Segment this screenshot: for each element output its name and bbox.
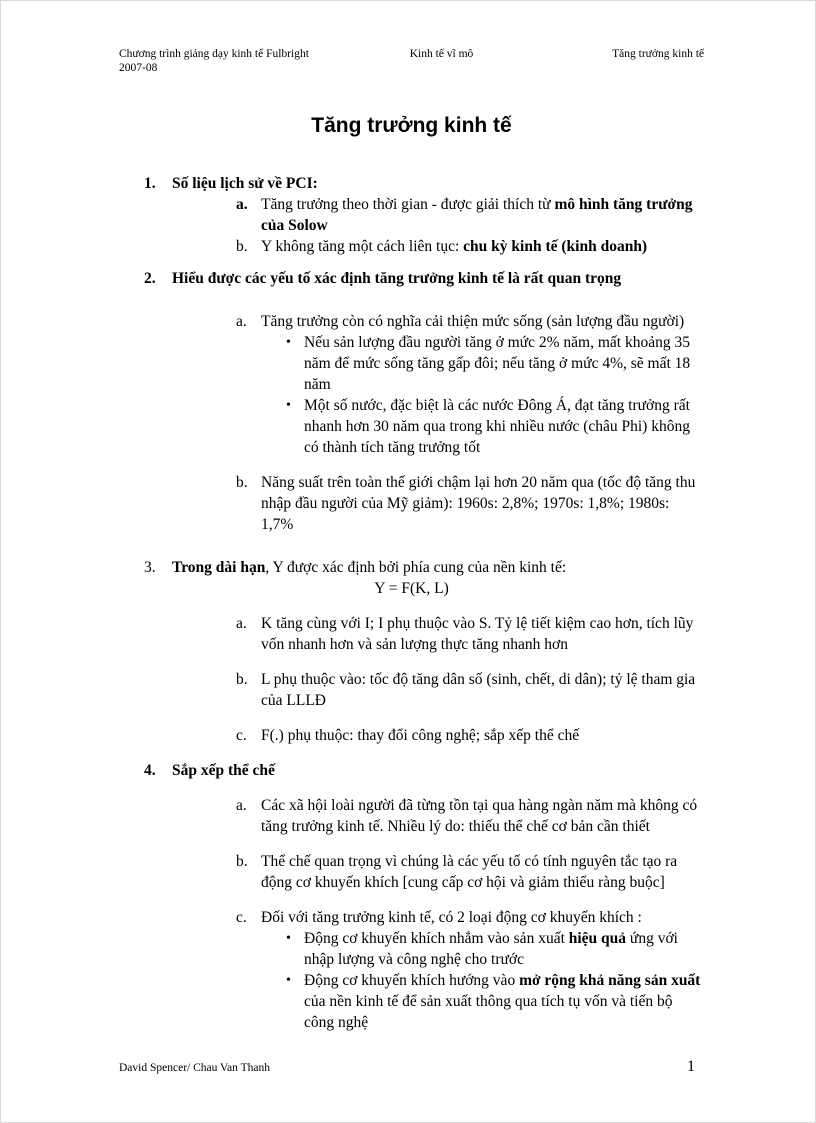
- text-run: Động cơ khuyến khích nhắm vào sản xuất: [304, 930, 569, 947]
- text-run: Các xã hội loài người đã từng tồn tại qua hàng ngàn năm mà không có tăng trưởng kinh tế. Nhiều lý do: thiếu thể chế cơ bản cần thiết: [261, 797, 698, 835]
- list-item-level2: [236, 236, 704, 257]
- list-item-level2: [236, 725, 704, 746]
- list-marker-letter: c.: [236, 909, 247, 926]
- list-marker-letter: b.: [236, 671, 248, 688]
- list-item-body: [261, 851, 704, 893]
- bullet-item: [286, 970, 704, 1033]
- text-run: F(.) phụ thuộc: thay đổi công nghệ; sắp xếp thể chế: [261, 727, 580, 744]
- text-run: K tăng cùng với I; I phụ thuộc vào S. Tỷ lệ tiết kiệm cao hơn, tích lũy vốn nhanh hơn và sản lượng thực tăng nhanh hơn: [261, 615, 694, 653]
- list-item-body: [261, 236, 704, 257]
- bullet-icon: •: [286, 398, 291, 413]
- bullet-icon: •: [286, 335, 291, 350]
- list-item-level2: [236, 669, 704, 711]
- list-marker-letter: a.: [236, 797, 247, 814]
- list-item-level2: [236, 907, 704, 1033]
- text-run-bold: hiệu quả: [568, 930, 627, 947]
- text-run: Năng suất trên toàn thế giới chậm lại hơn 20 năm qua (tốc độ tăng thu nhập đầu người của Mỹ giảm): 1960s: 2,8%; 1970s: 1,8%; 1980s: 1,7%: [261, 474, 696, 533]
- list-item-body: [172, 173, 704, 257]
- header-course-line1: Chương trình giảng dạy kinh tế Fulbright: [119, 48, 309, 60]
- bullet-icon: •: [286, 973, 291, 988]
- list-item-text: [261, 907, 704, 928]
- list-item-body: [172, 268, 704, 535]
- list-marker-letter: b.: [236, 474, 248, 491]
- text-run: Động cơ khuyến khích hướng vào: [304, 972, 520, 989]
- text-run: Tăng trưởng còn có nghĩa cải thiện mức sống (sản lượng đầu người): [261, 313, 685, 330]
- list-item-body: [261, 194, 704, 236]
- page-footer: [119, 1058, 695, 1076]
- list-item-text: [261, 194, 704, 236]
- text-run: , Y được xác định bởi phía cung của nền kinh tế:: [265, 559, 567, 576]
- list-item-heading: [172, 557, 704, 578]
- text-run: Đối với tăng trưởng kinh tế, có 2 loại động cơ khuyến khích :: [261, 909, 642, 926]
- bullet-text: [304, 928, 704, 970]
- text-run-bold: Trong dài hạn: [172, 559, 266, 576]
- list-item-level2: [236, 194, 704, 236]
- list-item-heading: [172, 760, 704, 781]
- list-item-level1: [144, 173, 704, 257]
- list-item-text: [261, 851, 704, 893]
- header-subject: Kinh tế vĩ mô: [409, 48, 474, 60]
- text-run: Tăng trưởng theo thời gian - được giải thích từ: [261, 196, 555, 213]
- list-item-body: [172, 760, 704, 1033]
- equation: Y = F(K, L): [374, 580, 449, 597]
- list-marker-letter: b.: [236, 238, 248, 255]
- list-marker-letter: a.: [236, 196, 248, 213]
- list-item-level1: [144, 557, 704, 746]
- document-title: Tăng trưởng kinh tế: [311, 114, 512, 137]
- text-run: Thể chế quan trọng vì chúng là các yếu tố có tính nguyên tắc tạo ra động cơ khuyến khích [cung cấp cơ hội và giảm thiểu ràng buộc]: [261, 853, 678, 891]
- text-run: Y không tăng một cách liên tục:: [261, 238, 464, 255]
- bullet-item: [286, 332, 704, 395]
- header-course: [119, 47, 329, 75]
- bullet-item: [286, 928, 704, 970]
- list-item-body: [261, 472, 704, 535]
- text-run: Một số nước, đặc biệt là các nước Đông Á, đạt tăng trưởng rất nhanh hơn 30 năm qua trong khi nhiều nước (châu Phi) không có thành tích tăng trưởng tốt: [304, 397, 690, 456]
- text-run-bold: Hiểu được các yếu tố xác định tăng trưởng kinh tế là rất quan trọng: [172, 270, 622, 287]
- list-item-heading: [172, 173, 704, 194]
- list-item-level1: [144, 268, 704, 535]
- footer-authors: David Spencer/ Chau Van Thanh: [119, 1062, 270, 1074]
- header-topic: Tăng trưởng kinh tế: [612, 48, 704, 60]
- list-item-body: [261, 311, 704, 458]
- list-item-text: [261, 613, 704, 655]
- list-item-level1: [144, 760, 704, 1033]
- list-item-text: [261, 311, 704, 332]
- text-run-bold: mô hình tăng trưởng của Solow: [261, 196, 693, 234]
- list-marker-letter: a.: [236, 313, 247, 330]
- text-run-bold: chu kỳ kinh tế (kinh doanh): [463, 238, 648, 255]
- bullet-text: [304, 970, 704, 1033]
- list-item-body: [172, 557, 704, 746]
- list-marker-number: 1.: [144, 175, 156, 192]
- list-marker-letter: b.: [236, 853, 248, 870]
- bullet-text: [304, 332, 704, 395]
- bullet-icon: •: [286, 931, 291, 946]
- list-marker-letter: c.: [236, 727, 247, 744]
- header-course-line2: 2007-08: [119, 62, 158, 74]
- list-item-body: [261, 795, 704, 837]
- list-item-level2: [236, 472, 704, 535]
- list-item-body: [261, 725, 704, 746]
- list-item-level2: [236, 795, 704, 837]
- list-item-text: [261, 669, 704, 711]
- text-run-bold: Số liệu lịch sử về PCI:: [172, 175, 318, 192]
- list-item-level2: [236, 851, 704, 893]
- bullet-item: [286, 395, 704, 458]
- list-marker-letter: a.: [236, 615, 247, 632]
- text-run: của nền kinh tế để sản xuất thông qua tích tụ vốn và tiến bộ công nghệ: [304, 993, 673, 1031]
- list-marker-number: 2.: [144, 270, 156, 287]
- list-item-body: [261, 669, 704, 711]
- list-item-text: [261, 472, 704, 535]
- text-run: L phụ thuộc vào: tốc độ tăng dân số (sinh, chết, di dân); tỷ lệ tham gia của LLLĐ: [261, 671, 696, 709]
- text-run: ứng với nhập lượng và công nghệ cho trước: [304, 930, 678, 968]
- list-item-level2: [236, 311, 704, 458]
- list-item-text: [261, 725, 704, 746]
- list-item-text: [261, 236, 704, 257]
- list-item-text: [261, 795, 704, 837]
- list-item-body: [261, 907, 704, 1033]
- page-number: 1: [687, 1058, 695, 1075]
- list-item-level2: [236, 613, 704, 655]
- text-run-bold: mở rộng khả năng sản xuất: [519, 972, 701, 989]
- list-marker-number: 4.: [144, 762, 156, 779]
- document-body: [144, 173, 704, 1033]
- list-item-body: [261, 613, 704, 655]
- list-item-heading: [172, 268, 704, 289]
- text-run-bold: Sắp xếp thể chế: [172, 762, 275, 779]
- bullet-text: [304, 395, 704, 458]
- list-marker-number: 3.: [144, 559, 156, 576]
- text-run: Nếu sản lượng đầu người tăng ở mức 2% năm, mất khoảng 35 năm để mức sống tăng gấp đôi; nếu tăng ở mức 4%, sẽ mất 18 năm: [304, 334, 691, 393]
- page-header: [119, 47, 704, 75]
